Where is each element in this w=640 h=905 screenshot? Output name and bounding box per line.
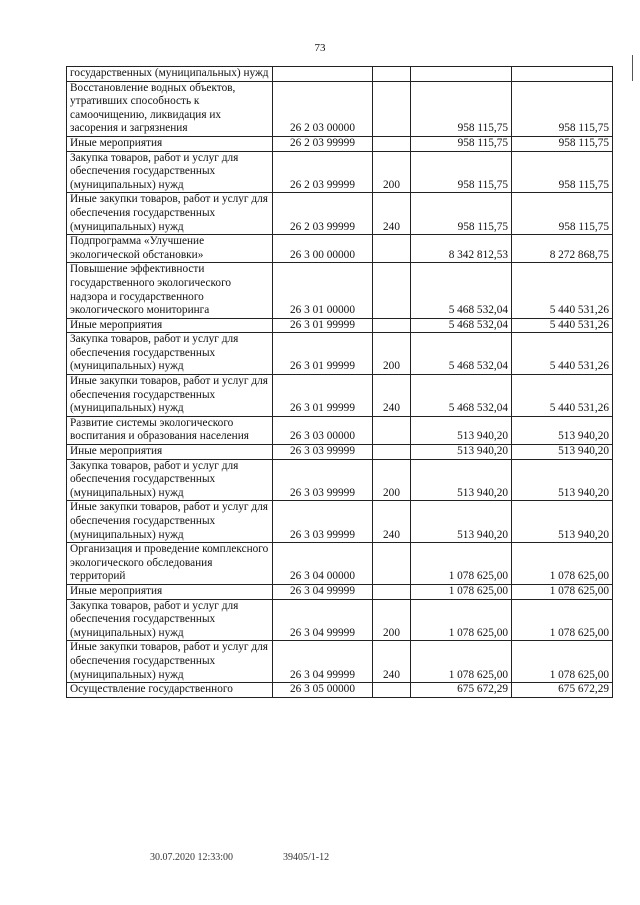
row-expense-type-cell: 200: [373, 151, 411, 193]
row-code-cell: 26 3 01 99999: [273, 318, 373, 333]
row-name-cell: Иные закупки товаров, работ и услуг для обеспечения государственных (муниципальных) нужд: [67, 193, 273, 235]
table-row: [67, 136, 613, 151]
row-amount-next-cell: 1 078 625,00: [512, 599, 613, 641]
row-name-cell: Иные мероприятия: [67, 584, 273, 599]
table-row: [67, 683, 613, 698]
row-amount-2020-cell: 5 468 532,04: [411, 318, 512, 333]
row-amount-2020-cell: 513 940,20: [411, 445, 512, 460]
row-expense-type-cell: 240: [373, 501, 411, 543]
row-name-cell: Иные закупки товаров, работ и услуг для обеспечения государственных (муниципальных) нужд: [67, 501, 273, 543]
row-amount-next-cell: 513 940,20: [512, 445, 613, 460]
row-name-cell: Иные мероприятия: [67, 136, 273, 151]
row-name-cell: государственных (муниципальных) нужд: [67, 67, 273, 82]
row-amount-2020-cell: 8 342 812,53: [411, 235, 512, 263]
row-name-cell: Иные мероприятия: [67, 445, 273, 460]
row-amount-2020-cell: 958 115,75: [411, 151, 512, 193]
row-amount-next-cell: 1 078 625,00: [512, 641, 613, 683]
row-expense-type-cell: [373, 584, 411, 599]
row-name-cell: Иные мероприятия: [67, 318, 273, 333]
row-code-cell: 26 3 01 99999: [273, 375, 373, 417]
row-amount-2020-cell: 513 940,20: [411, 501, 512, 543]
row-amount-next-cell: 675 672,29: [512, 683, 613, 698]
row-expense-type-cell: 240: [373, 375, 411, 417]
row-expense-type-cell: 240: [373, 641, 411, 683]
table-row: [67, 599, 613, 641]
row-code-cell: [273, 67, 373, 82]
row-amount-next-cell: 513 940,20: [512, 416, 613, 444]
row-code-cell: 26 3 03 99999: [273, 459, 373, 501]
row-code-cell: 26 3 04 00000: [273, 543, 373, 585]
row-code-cell: 26 3 04 99999: [273, 584, 373, 599]
table-row: [67, 375, 613, 417]
row-expense-type-cell: 200: [373, 599, 411, 641]
row-expense-type-cell: 200: [373, 333, 411, 375]
row-amount-2020-cell: 1 078 625,00: [411, 641, 512, 683]
row-amount-2020-cell: 5 468 532,04: [411, 375, 512, 417]
row-name-cell: Осуществление государственного: [67, 683, 273, 698]
table-row: [67, 333, 613, 375]
row-expense-type-cell: [373, 67, 411, 82]
row-amount-2020-cell: 513 940,20: [411, 459, 512, 501]
row-name-cell: Подпрограмма «Улучшение экологической обстановки»: [67, 235, 273, 263]
table-row: [67, 445, 613, 460]
row-amount-next-cell: 5 440 531,26: [512, 375, 613, 417]
row-expense-type-cell: [373, 318, 411, 333]
row-code-cell: 26 2 03 99999: [273, 136, 373, 151]
row-expense-type-cell: 240: [373, 193, 411, 235]
row-expense-type-cell: [373, 416, 411, 444]
row-amount-2020-cell: 958 115,75: [411, 193, 512, 235]
row-amount-next-cell: 8 272 868,75: [512, 235, 613, 263]
row-name-cell: Повышение эффективности государственного экологического надзора и государственного экологического мониторинга: [67, 263, 273, 318]
row-amount-2020-cell: [411, 67, 512, 82]
table-row: [67, 543, 613, 585]
row-expense-type-cell: [373, 81, 411, 136]
row-code-cell: 26 3 00 00000: [273, 235, 373, 263]
table-row: [67, 235, 613, 263]
table-row: [67, 263, 613, 318]
table-row: [67, 81, 613, 136]
row-amount-next-cell: 1 078 625,00: [512, 543, 613, 585]
row-amount-2020-cell: 1 078 625,00: [411, 543, 512, 585]
row-code-cell: 26 3 05 00000: [273, 683, 373, 698]
row-code-cell: 26 3 01 99999: [273, 333, 373, 375]
row-name-cell: Иные закупки товаров, работ и услуг для обеспечения государственных (муниципальных) нужд: [67, 375, 273, 417]
page-edge-line: [632, 55, 633, 81]
budget-table-body: [67, 67, 613, 698]
row-name-cell: Восстановление водных объектов, утративших способность к самоочищению, ликвидация их засорения и загрязнения: [67, 81, 273, 136]
row-name-cell: Закупка товаров, работ и услуг для обеспечения государственных (муниципальных) нужд: [67, 333, 273, 375]
row-code-cell: 26 3 03 99999: [273, 501, 373, 543]
footer-doc-id: 39405/1-12: [283, 852, 330, 863]
row-amount-2020-cell: 958 115,75: [411, 81, 512, 136]
row-amount-2020-cell: 1 078 625,00: [411, 584, 512, 599]
footer-datetime: 30.07.2020 12:33:00: [150, 852, 234, 863]
row-amount-2020-cell: 5 468 532,04: [411, 333, 512, 375]
row-name-cell: Организация и проведение комплексного экологического обследования территорий: [67, 543, 273, 585]
row-amount-next-cell: 958 115,75: [512, 81, 613, 136]
table-row: [67, 641, 613, 683]
table-row: [67, 67, 613, 82]
row-expense-type-cell: [373, 263, 411, 318]
row-code-cell: 26 2 03 00000: [273, 81, 373, 136]
row-amount-next-cell: 5 440 531,26: [512, 318, 613, 333]
row-amount-next-cell: 958 115,75: [512, 136, 613, 151]
row-expense-type-cell: 200: [373, 459, 411, 501]
row-amount-next-cell: 958 115,75: [512, 193, 613, 235]
table-row: [67, 584, 613, 599]
row-expense-type-cell: [373, 445, 411, 460]
row-code-cell: 26 3 03 00000: [273, 416, 373, 444]
row-code-cell: 26 2 03 99999: [273, 193, 373, 235]
row-amount-next-cell: 5 440 531,26: [512, 263, 613, 318]
row-amount-2020-cell: 958 115,75: [411, 136, 512, 151]
table-row: [67, 416, 613, 444]
row-amount-next-cell: 513 940,20: [512, 459, 613, 501]
table-row: [67, 501, 613, 543]
row-amount-next-cell: 5 440 531,26: [512, 333, 613, 375]
row-name-cell: Иные закупки товаров, работ и услуг для обеспечения государственных (муниципальных) нужд: [67, 641, 273, 683]
row-code-cell: 26 3 01 00000: [273, 263, 373, 318]
table-row: [67, 151, 613, 193]
row-expense-type-cell: [373, 543, 411, 585]
row-expense-type-cell: [373, 235, 411, 263]
budget-table: [66, 66, 613, 698]
row-amount-next-cell: [512, 67, 613, 82]
row-name-cell: Закупка товаров, работ и услуг для обеспечения государственных (муниципальных) нужд: [67, 151, 273, 193]
row-name-cell: Закупка товаров, работ и услуг для обеспечения государственных (муниципальных) нужд: [67, 599, 273, 641]
row-code-cell: 26 2 03 99999: [273, 151, 373, 193]
row-amount-next-cell: 958 115,75: [512, 151, 613, 193]
table-row: [67, 193, 613, 235]
page-number: 73: [314, 42, 326, 54]
row-amount-2020-cell: 1 078 625,00: [411, 599, 512, 641]
table-row: [67, 318, 613, 333]
row-amount-next-cell: 513 940,20: [512, 501, 613, 543]
row-code-cell: 26 3 04 99999: [273, 599, 373, 641]
row-expense-type-cell: [373, 683, 411, 698]
row-amount-2020-cell: 513 940,20: [411, 416, 512, 444]
row-expense-type-cell: [373, 136, 411, 151]
row-amount-next-cell: 1 078 625,00: [512, 584, 613, 599]
row-name-cell: Закупка товаров, работ и услуг для обеспечения государственных (муниципальных) нужд: [67, 459, 273, 501]
row-code-cell: 26 3 03 99999: [273, 445, 373, 460]
row-amount-2020-cell: 5 468 532,04: [411, 263, 512, 318]
row-name-cell: Развитие системы экологического воспитания и образования населения: [67, 416, 273, 444]
row-code-cell: 26 3 04 99999: [273, 641, 373, 683]
table-row: [67, 459, 613, 501]
row-amount-2020-cell: 675 672,29: [411, 683, 512, 698]
